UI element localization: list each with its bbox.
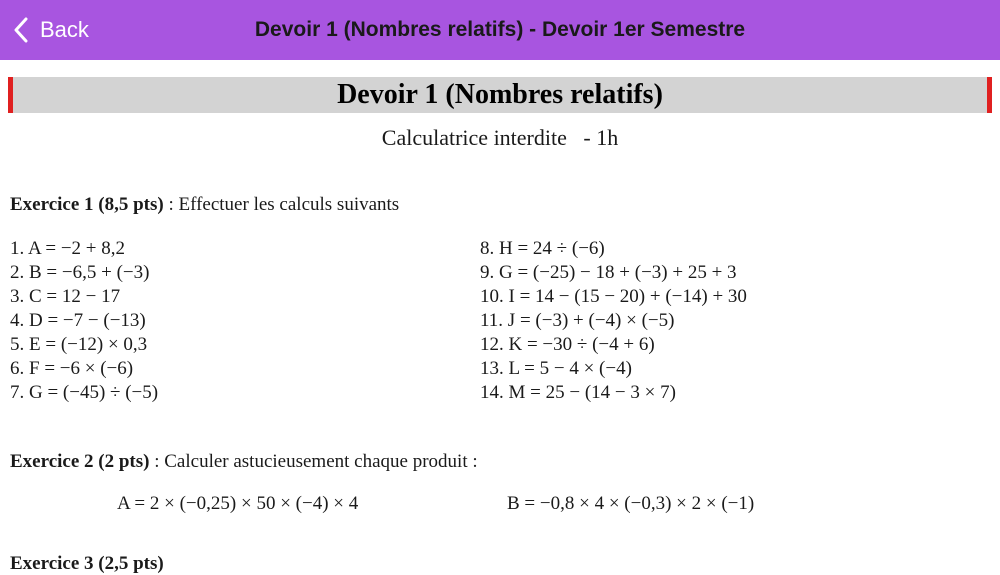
exercise-item: 11. J = (−3) + (−4) × (−5)	[480, 310, 675, 331]
back-label: Back	[40, 17, 89, 42]
document-subtitle: Calculatrice interdite - 1h	[381, 125, 619, 150]
exercise-2-label: Exercice 2 (2 pts)	[10, 451, 150, 472]
exercise-item: 10. I = 14 − (15 − 20) + (−14) + 30	[480, 286, 747, 307]
exercise-item: 5. E = (−12) × 0,3	[10, 334, 148, 355]
exercise-1-right-column	[480, 237, 747, 405]
chevron-left-icon	[14, 17, 28, 43]
exercise-item: 13. L = 5 − 4 × (−4)	[480, 358, 632, 379]
exercise-item: 7. G = (−45) ÷ (−5)	[10, 382, 159, 403]
exercise-item: 14. M = 25 − (14 − 3 × 7)	[480, 382, 676, 403]
back-button[interactable]	[14, 12, 89, 48]
exercise-1-label: Exercice 1 (8,5 pts)	[10, 194, 164, 215]
document-title: Devoir 1 (Nombres relatifs)	[337, 79, 663, 110]
exercise-item: 9. G = (−25) − 18 + (−3) + 25 + 3	[480, 262, 737, 283]
document-title-bar	[8, 77, 992, 113]
page-title: Devoir 1 (Nombres relatifs) - Devoir 1er Semestre	[254, 18, 746, 41]
exercise-item: 8. H = 24 ÷ (−6)	[480, 238, 605, 259]
exercise-2-instruction: : Calculer astucieusement chaque produit :	[149, 451, 478, 472]
product-b: B = −0,8 × 4 × (−0,3) × 2 × (−1)	[507, 493, 755, 514]
product-a: A = 2 × (−0,25) × 50 × (−4) × 4	[117, 493, 359, 514]
exercise-1-left-column	[10, 237, 158, 405]
exercise-item: 4. D = −7 − (−13)	[10, 310, 146, 331]
exercise-3-heading-partial: Exercice 3 (2,5 pts)	[10, 553, 164, 574]
exercise-item: 6. F = −6 × (−6)	[10, 358, 134, 379]
exercise-item: 1. A = −2 + 8,2	[10, 238, 126, 259]
exercise-item: 2. B = −6,5 + (−3)	[10, 262, 150, 283]
exercise-item: 3. C = 12 − 17	[10, 286, 121, 307]
exercise-2-heading	[10, 451, 478, 473]
exercise-item: 12. K = −30 ÷ (−4 + 6)	[480, 334, 655, 355]
exercise-1-instruction: : Effectuer les calculs suivants	[163, 194, 400, 215]
exercise-1-heading	[10, 194, 399, 216]
navigation-bar	[0, 0, 1000, 60]
